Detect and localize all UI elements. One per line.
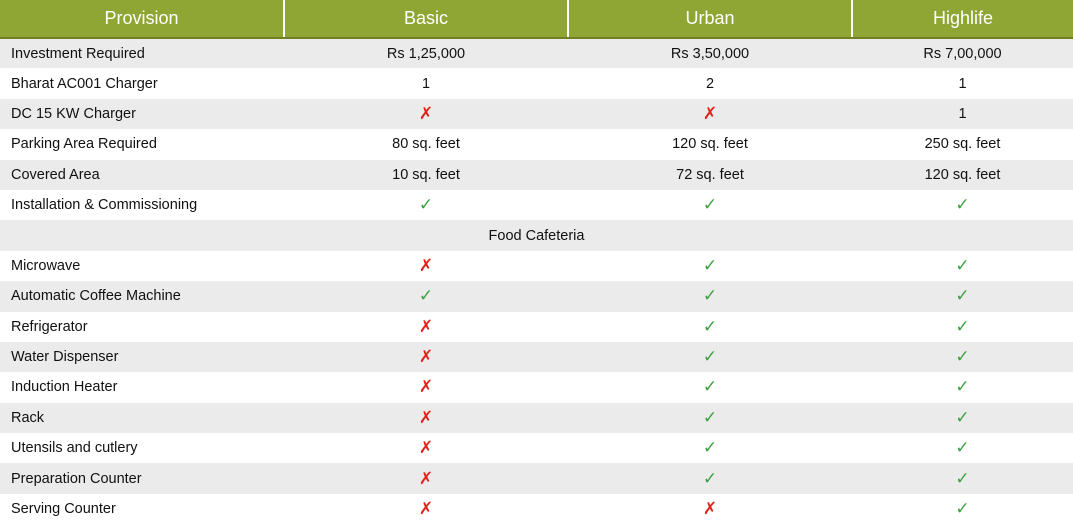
- provision-label: Covered Area: [11, 166, 100, 183]
- cell-urban: 72 sq. feet: [676, 166, 744, 183]
- table-row: [0, 463, 1073, 493]
- cell-basic: [284, 372, 568, 402]
- check-icon: ✓: [418, 195, 434, 215]
- cell-highlife: 120 sq. feet: [924, 166, 1001, 183]
- cell-basic: [284, 433, 568, 463]
- cross-icon: ✗: [418, 103, 434, 123]
- check-icon: ✓: [702, 347, 718, 367]
- check-icon: ✓: [702, 195, 718, 215]
- cell-basic: [284, 281, 568, 311]
- cell-highlife: [852, 494, 1073, 524]
- check-icon: ✓: [955, 255, 970, 275]
- cell-basic: [284, 403, 568, 433]
- cell-basic: [284, 494, 568, 524]
- cross-icon: ✗: [418, 377, 434, 397]
- check-icon: ✓: [418, 286, 434, 306]
- table-row: [0, 433, 1073, 463]
- table-row: [0, 312, 1073, 342]
- provision-label: Utensils and cutlery: [11, 440, 138, 457]
- provision-label: Automatic Coffee Machine: [11, 288, 181, 305]
- cell-basic: [284, 342, 568, 372]
- provision-label: Rack: [11, 409, 45, 426]
- table-row: [0, 342, 1073, 372]
- section-heading: Food Cafeteria: [488, 227, 585, 244]
- cell-highlife: [852, 281, 1073, 311]
- column-header-provision: Provision: [0, 0, 284, 38]
- cell-basic: [284, 190, 568, 220]
- cell-highlife: Rs 7,00,000: [923, 45, 1002, 62]
- cell-basic: [284, 312, 568, 342]
- cell-urban: 2: [705, 75, 715, 92]
- check-icon: ✓: [955, 316, 970, 336]
- cell-highlife: [852, 463, 1073, 493]
- provision-label: Microwave: [11, 257, 81, 274]
- check-icon: ✓: [702, 468, 718, 488]
- provision-label: Refrigerator: [11, 318, 88, 335]
- check-icon: ✓: [955, 499, 970, 519]
- section-row: [0, 220, 1073, 250]
- table-row: [0, 281, 1073, 311]
- cell-highlife: [852, 372, 1073, 402]
- cell-highlife: [852, 312, 1073, 342]
- cell-urban: Rs 3,50,000: [670, 45, 750, 62]
- table-header: [0, 0, 1073, 38]
- column-header-highlife: Highlife: [852, 0, 1073, 38]
- cell-highlife: [852, 433, 1073, 463]
- cell-basic: [284, 99, 568, 129]
- cross-icon: ✗: [418, 499, 434, 519]
- provision-label: Induction Heater: [11, 379, 118, 396]
- cross-icon: ✗: [418, 316, 434, 336]
- cell-basic: [284, 463, 568, 493]
- cell-highlife: 250 sq. feet: [924, 136, 1001, 153]
- cell-urban: [568, 342, 852, 372]
- cell-basic: 10 sq. feet: [392, 166, 460, 183]
- table-row: [0, 38, 1073, 68]
- check-icon: ✓: [702, 377, 718, 397]
- cell-basic: [284, 251, 568, 281]
- cross-icon: ✗: [702, 499, 718, 519]
- check-icon: ✓: [702, 438, 718, 458]
- cell-urban: [568, 312, 852, 342]
- cell-highlife: 1: [958, 75, 967, 92]
- check-icon: ✓: [955, 286, 970, 306]
- table-row: [0, 68, 1073, 98]
- check-icon: ✓: [702, 255, 718, 275]
- table-body: [0, 38, 1073, 524]
- check-icon: ✓: [702, 407, 718, 427]
- check-icon: ✓: [955, 347, 970, 367]
- provision-label: Installation & Commissioning: [11, 197, 198, 214]
- cell-highlife: 1: [958, 105, 967, 122]
- cell-urban: [568, 372, 852, 402]
- cell-urban: [568, 99, 852, 129]
- table-row: [0, 403, 1073, 433]
- table-row: [0, 372, 1073, 402]
- cell-basic: 80 sq. feet: [392, 136, 460, 153]
- provision-label: DC 15 KW Charger: [11, 105, 136, 122]
- cross-icon: ✗: [418, 468, 434, 488]
- cell-basic: Rs 1,25,000: [386, 45, 466, 62]
- cell-urban: [568, 281, 852, 311]
- cross-icon: ✗: [418, 347, 434, 367]
- cell-highlife: [852, 403, 1073, 433]
- table-row: [0, 190, 1073, 220]
- check-icon: ✓: [955, 195, 970, 215]
- cell-highlife: [852, 342, 1073, 372]
- check-icon: ✓: [955, 407, 970, 427]
- cell-urban: 120 sq. feet: [672, 136, 748, 153]
- provision-label: Parking Area Required: [11, 136, 157, 153]
- header-row: [0, 0, 1073, 38]
- cell-urban: [568, 433, 852, 463]
- cell-urban: [568, 190, 852, 220]
- table-row: [0, 494, 1073, 524]
- cell-highlife: [852, 190, 1073, 220]
- cross-icon: ✗: [418, 407, 434, 427]
- cell-urban: [568, 251, 852, 281]
- provision-label: Water Dispenser: [11, 349, 119, 366]
- cross-icon: ✗: [418, 438, 434, 458]
- check-icon: ✓: [955, 468, 970, 488]
- table-row: [0, 129, 1073, 159]
- check-icon: ✓: [702, 286, 718, 306]
- provision-label: Bharat AC001 Charger: [11, 75, 158, 92]
- cell-urban: [568, 403, 852, 433]
- check-icon: ✓: [955, 377, 970, 397]
- table-row: [0, 251, 1073, 281]
- provision-label: Serving Counter: [11, 501, 116, 518]
- table-row: [0, 99, 1073, 129]
- table-row: [0, 160, 1073, 190]
- cell-basic: 1: [421, 75, 431, 92]
- cross-icon: ✗: [418, 255, 434, 275]
- cell-highlife: [852, 251, 1073, 281]
- provision-label: Preparation Counter: [11, 470, 142, 487]
- check-icon: ✓: [955, 438, 970, 458]
- cell-urban: [568, 463, 852, 493]
- check-icon: ✓: [702, 316, 718, 336]
- cell-urban: [568, 494, 852, 524]
- provision-label: Investment Required: [11, 45, 145, 62]
- column-header-basic: Basic: [284, 0, 568, 38]
- column-header-urban: Urban: [568, 0, 852, 38]
- cross-icon: ✗: [702, 103, 718, 123]
